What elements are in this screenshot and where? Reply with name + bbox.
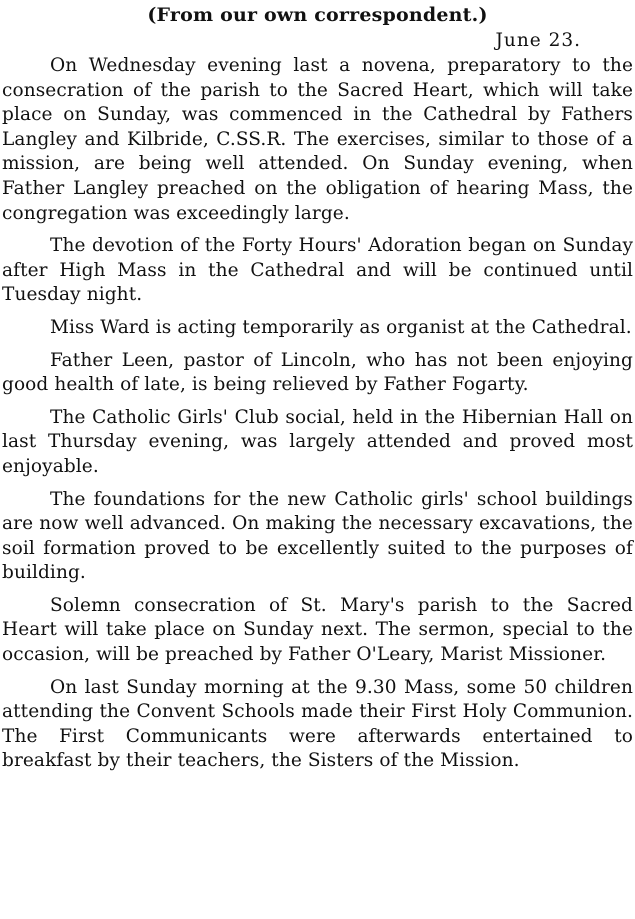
correspondent-heading: (From our own correspondent.): [147, 4, 488, 26]
paragraph-forty-hours: The devotion of the Forty Hours' Adoration began on Sunday after High Mass in the Cathedral and will be continued until Tuesday night.: [2, 235, 633, 306]
paragraph-consecration: Solemn consecration of St. Mary's parish to the Sacred Heart will take place on Sunday next. The sermon, special to the occasion, will be preached by Father O'Leary, Marist Missioner.: [2, 594, 633, 666]
paragraph-organist: Miss Ward is acting temporarily as organist at the Cathedral.: [50, 316, 632, 338]
paragraph-father-leen: Father Leen, pastor of Lincoln, who has not been enjoying good health of late, is being relieved by Father Fogarty.: [2, 349, 633, 396]
paragraph-novena: On Wednesday evening last a novena, preparatory to the consecration of the parish to the Sacred Heart, which will take place on Sunday, was commenced in the Cathedral by Fathers Langley and Kilbride, C.SS.R. The exercises, similar to those of a mission, are being well attended. On Sunday evening, when Father Langley preached on the obligation of hearing Mass, the congregation was exceedingly large.: [2, 55, 633, 224]
dateline: June 23.: [495, 30, 581, 51]
paragraph-first-communion: On last Sunday morning at the 9.30 Mass, some 50 children attending the Convent Schools made their First Holy Communion. The First Communicants were afterwards entertained to breakfast by their teachers, the Sisters of the Mission.: [2, 676, 633, 772]
paragraph-girls-club: The Catholic Girls' Club social, held in the Hibernian Hall on last Thursday evening, was largely attended and proved most enjoyable.: [2, 406, 633, 477]
paragraph-school-buildings: The foundations for the new Catholic girls' school buildings are now well advanced. On making the necessary excavations, the soil formation proved to be excellently suited to the purposes of building.: [2, 488, 633, 584]
